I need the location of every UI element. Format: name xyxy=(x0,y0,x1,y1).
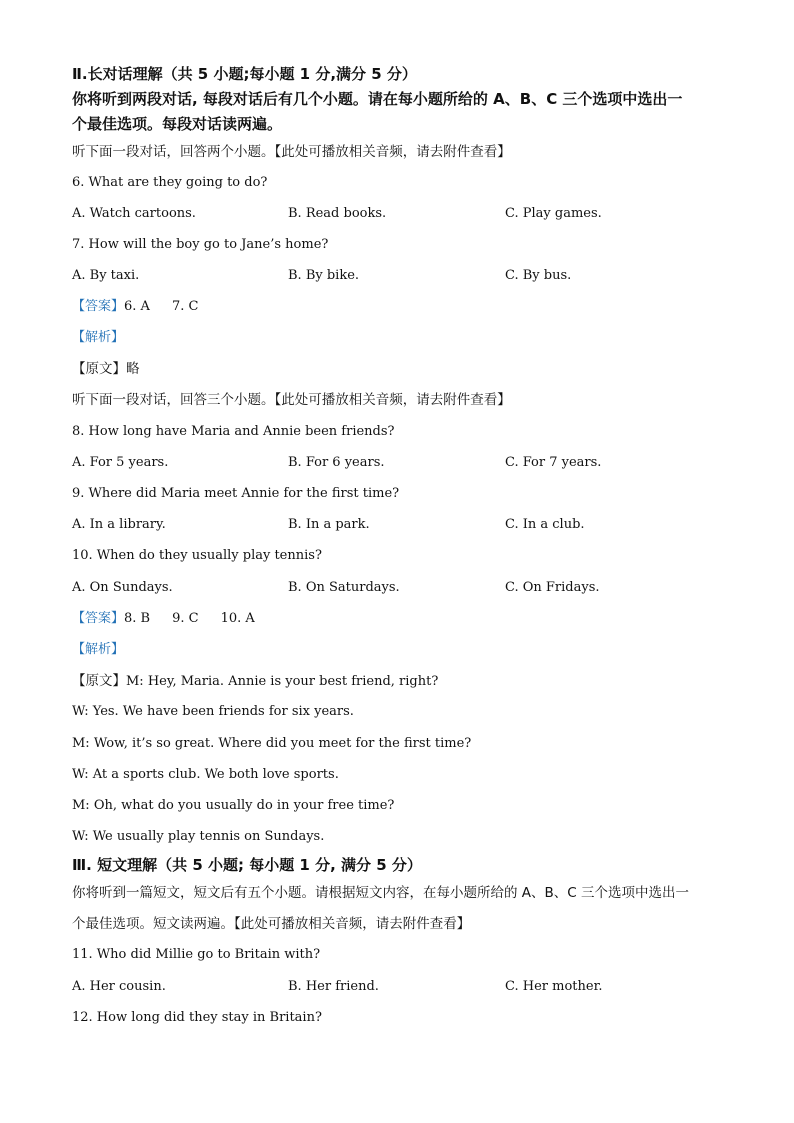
question-9-option-a: A. In a library. xyxy=(72,517,166,532)
question-6-option-b: B. Read books. xyxy=(288,206,387,221)
question-10-option-c: C. On Fridays. xyxy=(505,580,600,595)
question-11-option-a: A. Her cousin. xyxy=(72,979,166,994)
dialogue-2-intro: 听下面一段对话，回答三个小题。【此处可播放相关音频，请去附件查看】 xyxy=(72,392,511,408)
section-3-instruction-line-2: 个最佳选项。短文读两遍。【此处可播放相关音频，请去附件查看】 xyxy=(72,916,471,932)
question-8-option-c: C. For 7 years. xyxy=(505,455,602,470)
transcript-line-1: 【原文】M: Hey, Maria. Annie is your best friend, right? xyxy=(72,673,439,689)
transcript-line-2: W: Yes. We have been friends for six years. xyxy=(72,704,354,719)
question-6: 6. What are they going to do? xyxy=(72,175,268,190)
question-9-option-c: C. In a club. xyxy=(505,517,585,532)
transcript-line-6: W: We usually play tennis on Sundays. xyxy=(72,829,325,844)
dialogue-1-analysis xyxy=(72,330,124,346)
dialogue-1-intro: 听下面一段对话，回答两个小题。【此处可播放相关音频，请去附件查看】 xyxy=(72,144,511,160)
answer-6: 6. A xyxy=(124,299,150,314)
question-7: 7. How will the boy go to Jane’s home? xyxy=(72,237,329,252)
section-3-instruction-line-1: 你将听到一篇短文，短文后有五个小题。请根据短文内容，在每小题所给的 A、B、C 三个选项中选出一 xyxy=(72,885,690,901)
section-2-instruction-line-2: 个最佳选项。每段对话读两遍。 xyxy=(72,115,283,133)
analysis-tag: 【解析】 xyxy=(72,330,125,345)
question-7-option-c: C. By bus. xyxy=(505,268,572,283)
section-2-instruction-line-1: 你将听到两段对话, 每段对话后有几个小题。请在每小题所给的 A、B、C 三个选项中选出一 xyxy=(72,90,683,108)
transcript-line-5: M: Oh, what do you usually do in your free time? xyxy=(72,798,395,813)
transcript-line-3: M: Wow, it’s so great. Where did you meet for the first time? xyxy=(72,736,472,751)
question-8: 8. How long have Maria and Annie been friends? xyxy=(72,424,395,439)
dialogue-1-transcript xyxy=(72,361,140,377)
question-9: 9. Where did Maria meet Annie for the first time? xyxy=(72,486,400,501)
analysis-tag: 【解析】 xyxy=(72,642,125,657)
dialogue-2-answer xyxy=(72,611,255,627)
dialogue-2-analysis xyxy=(72,642,124,658)
transcript-tag: 【原文】 xyxy=(72,361,126,377)
question-7-option-a: A. By taxi. xyxy=(72,268,140,283)
dialogue-1-answer xyxy=(72,299,198,315)
section-2-title: Ⅱ.长对话理解（共 5 小题;每小题 1 分,满分 5 分） xyxy=(72,65,417,83)
section-3-title: Ⅲ. 短文理解（共 5 小题; 每小题 1 分, 满分 5 分） xyxy=(72,856,422,874)
question-10-option-b: B. On Saturdays. xyxy=(288,580,400,595)
question-7-option-b: B. By bike. xyxy=(288,268,360,283)
transcript-line-4: W: At a sports club. We both love sports. xyxy=(72,767,339,782)
question-9-option-b: B. In a park. xyxy=(288,517,370,532)
question-10: 10. When do they usually play tennis? xyxy=(72,548,322,563)
question-6-option-a: A. Watch cartoons. xyxy=(72,206,196,221)
answer-tag: 【答案】 xyxy=(72,611,125,626)
transcript-tag: 【原文】 xyxy=(72,673,126,689)
question-11-option-c: C. Her mother. xyxy=(505,979,603,994)
question-11: 11. Who did Millie go to Britain with? xyxy=(72,947,321,962)
question-8-option-a: A. For 5 years. xyxy=(72,455,169,470)
question-6-option-c: C. Play games. xyxy=(505,206,602,221)
question-10-option-a: A. On Sundays. xyxy=(72,580,173,595)
answer-8: 8. B xyxy=(124,611,151,626)
transcript-omitted: 略 xyxy=(126,361,140,377)
question-12: 12. How long did they stay in Britain? xyxy=(72,1010,322,1025)
question-11-option-b: B. Her friend. xyxy=(288,979,379,994)
answer-10: 10. A xyxy=(220,611,255,626)
answer-7: 7. C xyxy=(171,299,199,314)
answer-tag: 【答案】 xyxy=(72,299,125,314)
question-8-option-b: B. For 6 years. xyxy=(288,455,385,470)
answer-9: 9. C xyxy=(172,611,199,626)
